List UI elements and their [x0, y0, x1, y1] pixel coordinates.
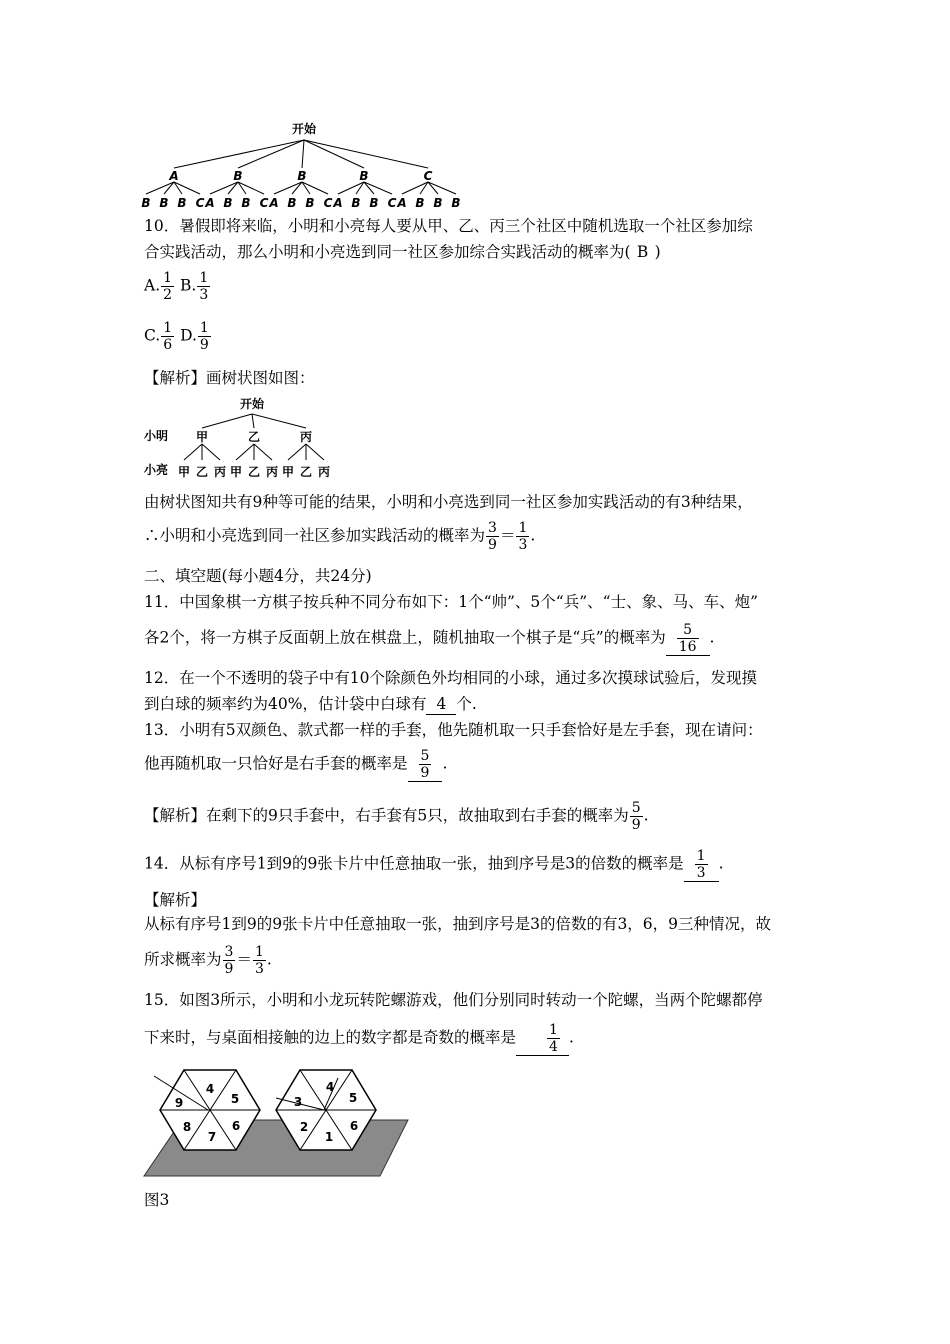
q15-line2-text: 下来时，与桌面相接触的边上的数字都是奇数的概率是	[144, 1028, 517, 1047]
q10-explain1: 由树状图知共有9种等可能的结果，小明和小亮选到同一社区参加实践活动的有3种结果，	[144, 493, 753, 511]
tree2-leaf: 丙	[265, 465, 279, 479]
q14-analysis2-text: 所求概率为	[144, 950, 222, 969]
tree1-leaf: B	[415, 196, 425, 210]
q15-answer-blank: $\frac{1}{4}$	[516, 1022, 569, 1056]
tree1-leaf: C	[195, 196, 205, 210]
fraction: $\frac{5}{9}$	[631, 800, 641, 833]
tree2-leaf: 丙	[213, 465, 227, 479]
tree1-leaf: B	[241, 196, 251, 210]
analysis-label: 【解析】	[144, 369, 207, 387]
tree-diagram-abc	[140, 118, 470, 210]
q14-analysis-label: 【解析】	[144, 891, 207, 909]
tree1-leaf: A	[205, 196, 215, 210]
equals-sign: ＝	[236, 950, 252, 969]
q14-answer-blank: $\frac{1}{3}$	[684, 848, 719, 882]
tree1-node: B	[359, 169, 369, 183]
tree2-leaf: 乙	[247, 465, 261, 479]
tree1-leaf: A	[397, 196, 407, 210]
tree2-leaf: 乙	[195, 465, 209, 479]
tree1-node: B	[233, 169, 243, 183]
q10-line2	[144, 242, 661, 262]
tree1-leaf: C	[387, 196, 397, 210]
tree-diagram-community	[140, 394, 340, 484]
tree1-leaf: A	[269, 196, 279, 210]
period: .	[442, 754, 448, 773]
q13-analysis-text: 在剩下的9只手套中，右手套有5只，故抽取到右手套的概率为	[206, 806, 629, 825]
tree1-leaf: B	[223, 196, 233, 210]
analysis-label: 【解析】	[144, 806, 207, 825]
q14-analysis1: 从标有序号1到9的9张卡片中任意抽取一张，抽到序号是3的倍数的有3，6，9三种情况，故	[144, 915, 772, 933]
spinner-number: 9	[174, 1096, 184, 1110]
option-c-fraction: $\frac{1}{6}$	[163, 320, 173, 353]
fraction: $\frac{3}{9}$	[488, 520, 497, 553]
q15-line2	[144, 1022, 574, 1056]
tree1-node: B	[297, 169, 307, 183]
option-d-fraction: $\frac{1}{9}$	[199, 320, 209, 353]
q10-explain2	[144, 520, 535, 553]
tree2-leaf: 甲	[281, 465, 295, 479]
period: .	[718, 854, 724, 873]
tree1-leaf: C	[259, 196, 269, 210]
tree2-leaf: 乙	[299, 465, 313, 479]
option-b-fraction: $\frac{1}{3}$	[199, 270, 209, 303]
q10-line1: 10．暑假即将来临，小明和小亮每人要从甲、乙、丙三个社区中随机选取一个社区参加综	[144, 217, 753, 235]
tree2-row-label-xiaoming: 小明	[144, 429, 169, 443]
option-d-label: D.	[180, 326, 197, 345]
spinner-number: 1	[324, 1130, 334, 1144]
q10-options-ab	[144, 270, 211, 303]
figure-caption: 图3	[144, 1191, 170, 1209]
tree1-node: A	[169, 169, 179, 183]
spinner-number: 4	[205, 1082, 215, 1096]
equals-sign: ＝	[499, 526, 516, 545]
q10-explain2-text: ∴小明和小亮选到同一社区参加实践活动的概率为	[144, 526, 486, 545]
q13-analysis	[144, 800, 649, 833]
analysis-text: 画树状图如图：	[206, 369, 315, 387]
option-a-fraction: $\frac{1}{2}$	[163, 270, 173, 303]
option-a-label: A.	[144, 276, 161, 295]
tree2-leaf: 丙	[317, 465, 331, 479]
tree1-leaf: B	[159, 196, 169, 210]
period: .	[643, 806, 649, 825]
q14-line1	[144, 848, 724, 882]
spinner-number: 4	[325, 1080, 335, 1094]
option-b-label: B.	[179, 276, 197, 295]
tree1-leaf: C	[323, 196, 333, 210]
tree1-node: C	[423, 169, 433, 183]
q10-options-cd	[144, 320, 212, 353]
spinner-number: 8	[182, 1120, 192, 1134]
period: .	[266, 950, 272, 969]
period: .	[709, 628, 715, 647]
q12-line2	[144, 694, 477, 715]
tree1-leaf: B	[305, 196, 315, 210]
tree2-node: 丙	[299, 430, 313, 444]
tree1-leaf: B	[451, 196, 461, 210]
period: .	[568, 1028, 574, 1047]
tree2-node: 乙	[247, 430, 261, 444]
q10-line2-text: 合实践活动，那么小明和小亮选到同一社区参加综合实践活动的概率为(	[144, 243, 631, 261]
q12-line2-text: 到白球的频率约为40%，估计袋中白球有	[144, 695, 427, 713]
q14-line1-text: 14．从标有序号1到9的9张卡片中任意抽取一张，抽到序号是3的倍数的概率是	[144, 854, 684, 873]
q10-analysis	[144, 368, 315, 388]
q13-line2	[144, 748, 447, 782]
fraction: $\frac{1}{3}$	[254, 944, 264, 977]
q11-line1: 11．中国象棋一方棋子按兵种不同分布如下：1个“帅”、5个“兵”、“士、象、马、车、炮”	[144, 593, 758, 611]
q11-line2-text: 各2个，将一方棋子反面朝上放在棋盘上，随机抽取一个棋子是“兵”的概率为	[144, 628, 666, 647]
spinner-number: 3	[293, 1095, 303, 1109]
q13-line2-text: 他再随机取一只恰好是右手套的概率是	[144, 754, 408, 773]
tree1-leaf: B	[433, 196, 443, 210]
q10-answer: B	[636, 243, 649, 261]
tree1-root: 开始	[291, 122, 317, 136]
fraction: $\frac{1}{3}$	[518, 520, 528, 553]
tree1-leaf: B	[177, 196, 187, 210]
q10-close: )	[654, 243, 661, 261]
q15-line1: 15．如图3所示，小明和小龙玩转陀螺游戏，他们分别同时转动一个陀螺，当两个陀螺都停	[144, 991, 763, 1009]
option-c-label: C.	[144, 326, 161, 345]
q11-answer-blank: $\frac{5}{16}$	[666, 622, 710, 656]
spinner-number: 7	[207, 1130, 217, 1144]
tree1-leaf: B	[287, 196, 297, 210]
q12-end: 个.	[456, 695, 477, 713]
tree1-leaf: A	[333, 196, 343, 210]
tree1-leaf: B	[351, 196, 361, 210]
q12-answer-blank: 4	[426, 694, 456, 715]
tree1-leaf: B	[369, 196, 379, 210]
spinner-number: 6	[349, 1119, 359, 1133]
period: .	[530, 526, 536, 545]
spinner-number: 6	[231, 1119, 241, 1133]
tree2-leaf: 甲	[229, 465, 243, 479]
q12-line1: 12．在一个不透明的袋子中有10个除颜色外均相同的小球，通过多次摸球试验后，发现摸	[144, 669, 757, 687]
figure-spinning-tops	[140, 1064, 420, 1184]
q13-answer-blank: $\frac{5}{9}$	[408, 748, 443, 782]
q11-line2	[144, 622, 714, 656]
spinner-number: 2	[299, 1120, 309, 1134]
spinner-number: 5	[348, 1091, 358, 1105]
q13-line1: 13．小明有5双颜色、款式都一样的手套，他先随机取一只手套恰好是左手套，现在请问：	[144, 721, 763, 739]
tree2-row-label-xiaoliang: 小亮	[144, 463, 169, 477]
fraction: $\frac{3}{9}$	[224, 944, 234, 977]
q14-analysis2	[144, 944, 272, 977]
section-heading: 二、填空题(每小题4分，共24分)	[144, 567, 372, 585]
tree2-leaf: 甲	[177, 465, 191, 479]
tree1-leaf: B	[141, 196, 151, 210]
tree2-node: 甲	[195, 430, 209, 444]
spinner-number: 5	[230, 1092, 240, 1106]
tree2-root: 开始	[239, 397, 265, 411]
